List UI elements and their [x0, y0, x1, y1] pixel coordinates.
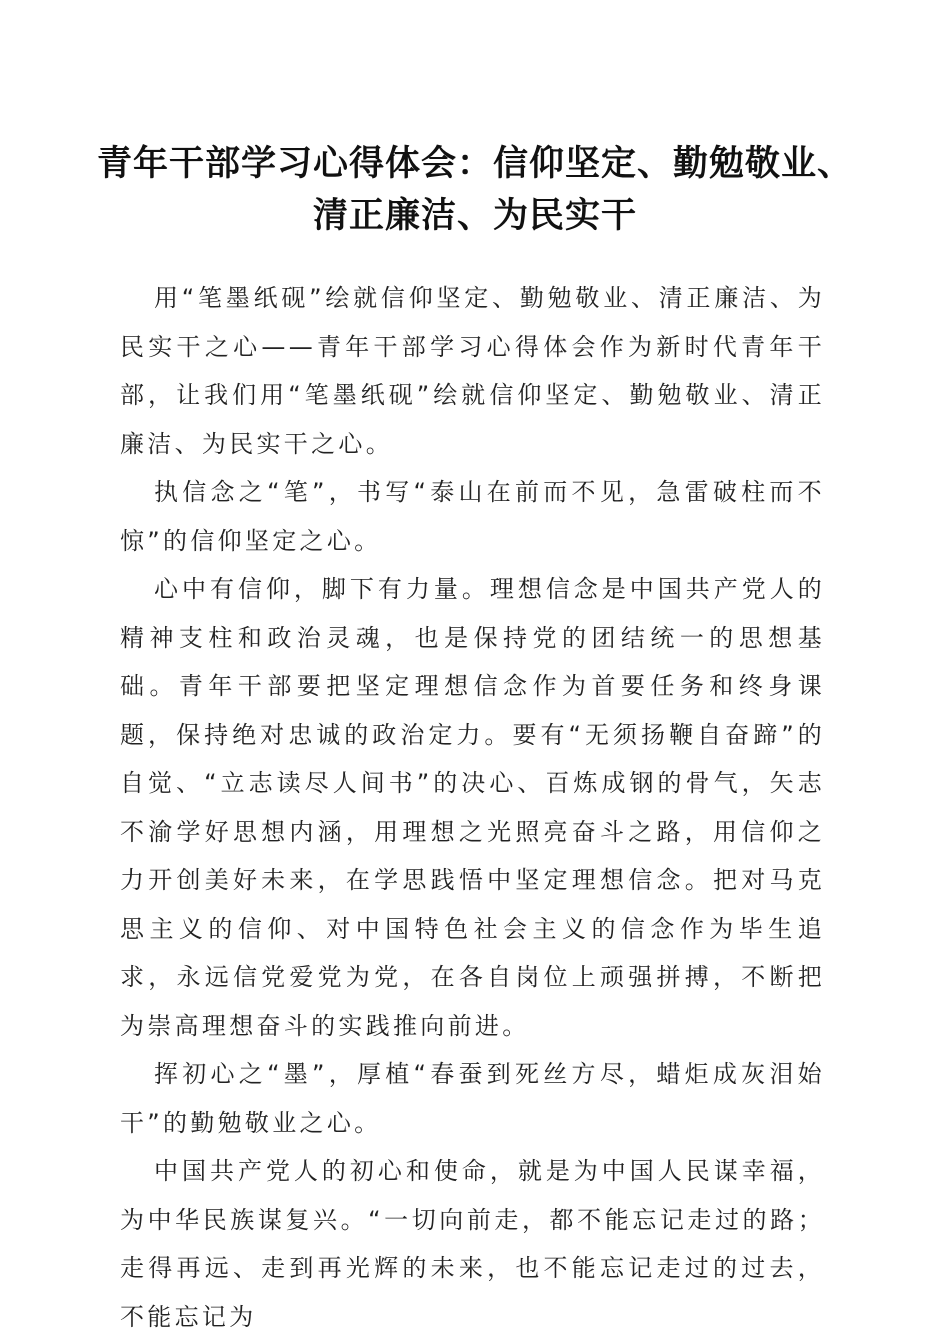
paragraph-ink-heading: 挥初心之“墨”，厚植“春蚕到死丝方尽，蜡炬成灰泪始干”的勤勉敬业之心。	[120, 1060, 825, 1137]
title-line-1: 青年干部学习心得体会：信仰坚定、勤勉敬业、	[96, 143, 853, 184]
paragraph-mission: 中国共产党人的初心和使命，就是为中国人民谋幸福，为中华民族谋复兴。“一切向前走，都不能忘记走过的路；走得再远、走到再光辉的未来，也不能忘记走过的过去，不能忘记为	[120, 1157, 825, 1331]
document-body	[120, 274, 825, 1341]
paragraph-pen-heading: 执信念之“笔”，书写“泰山在前而不见，急雷破柱而不惊”的信仰坚定之心。	[120, 478, 825, 555]
title-line-2: 清正廉洁、为民实干	[312, 195, 637, 236]
document-title	[0, 138, 950, 242]
paragraph-intro: 用“笔墨纸砚”绘就信仰坚定、勤勉敬业、清正廉洁、为民实干之心——青年干部学习心得体会作为新时代青年干部，让我们用“笔墨纸砚”绘就信仰坚定、勤勉敬业、清正廉洁、为民实干之心。	[120, 284, 825, 458]
paragraph-faith: 心中有信仰，脚下有力量。理想信念是中国共产党人的精神支柱和政治灵魂，也是保持党的团结统一的思想基础。青年干部要把坚定理想信念作为首要任务和终身课题，保持绝对忠诚的政治定力。要有“无须扬鞭自奋蹄”的自觉、“立志读尽人间书”的决心、百炼成钢的骨气，矢志不渝学好思想内涵，用理想之光照亮奋斗之路，用信仰之力开创美好未来，在学思践悟中坚定理想信念。把对马克思主义的信仰、对中国特色社会主义的信念作为毕生追求，永远信党爱党为党，在各自岗位上顽强拼搏，不断把为崇高理想奋斗的实践推向前进。	[120, 575, 825, 1040]
